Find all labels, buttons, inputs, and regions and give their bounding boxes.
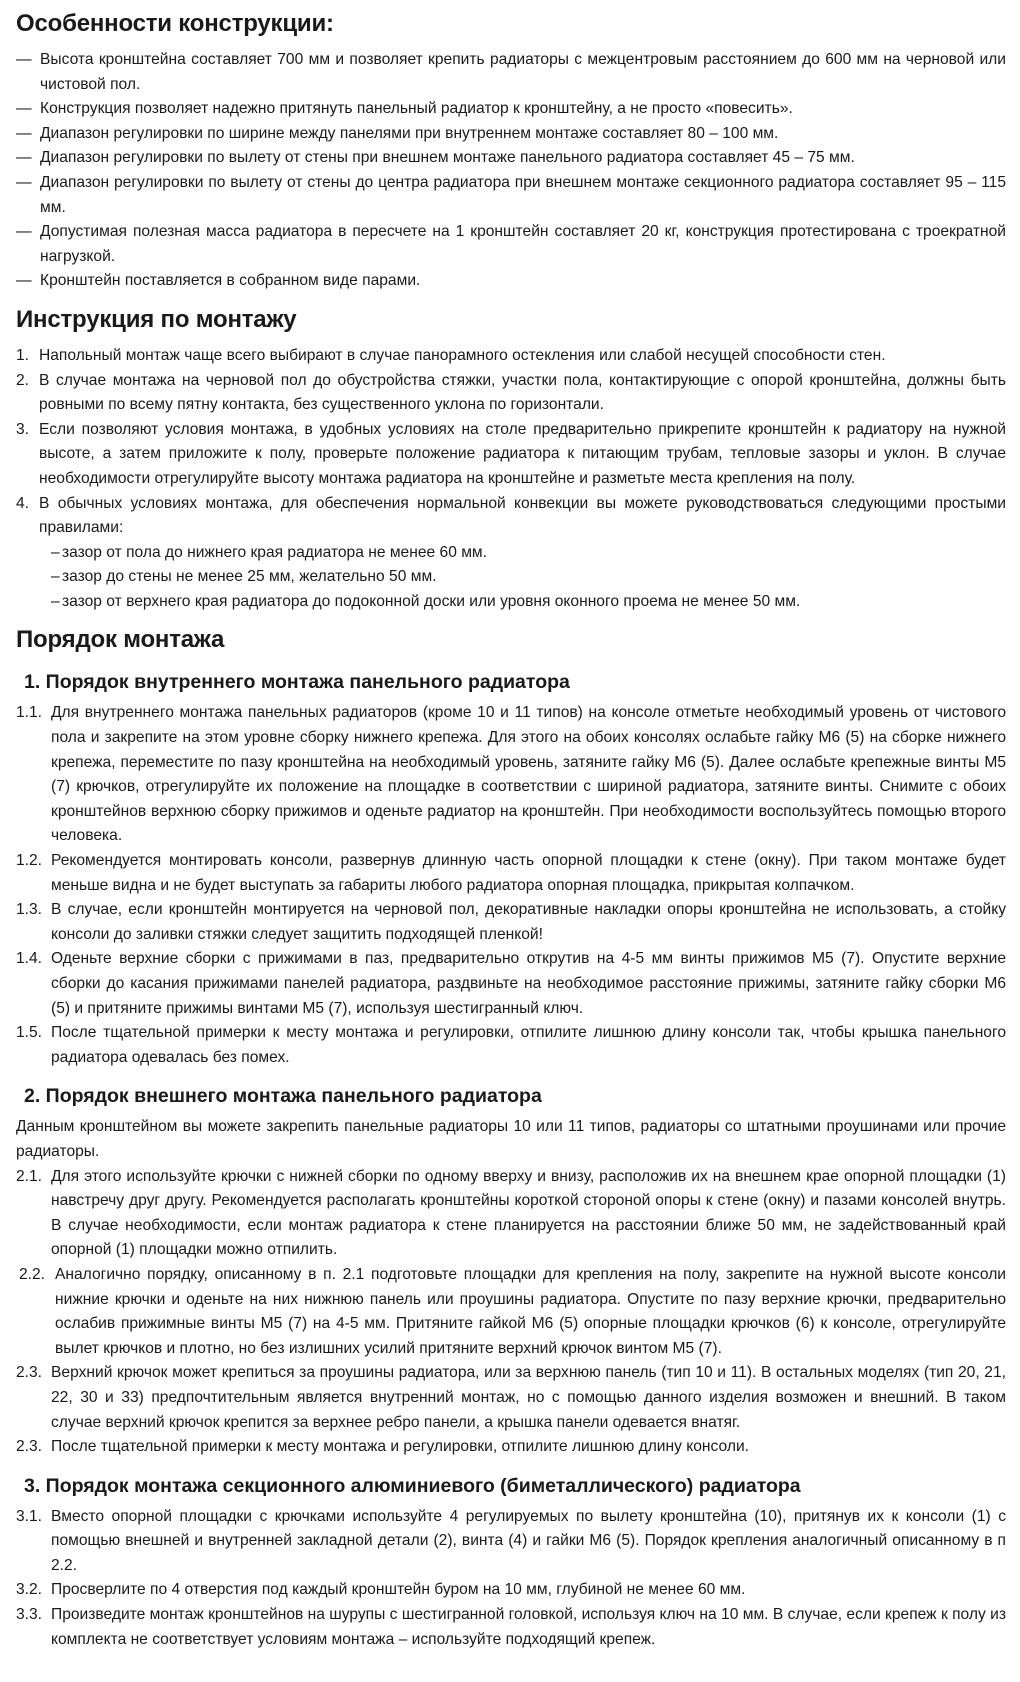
step-item [16,701,1006,849]
list-marker: — [16,149,32,167]
list-item-text: В случае монтажа на черновой пол до обустройства стяжки, участки пола, контактирующие с опорой кронштейна, должны быть ровными по всему пятну контакта, без существенного уклона по горизонтали. [39,371,1006,414]
step-item [16,898,1006,947]
list-item-text: Если позволяют условия монтажа, в удобных условиях на столе предварительно прикрепите кронштейн к радиатору на нужной высоте, а затем приложите к полу, проверьте положение радиатора к питающим трубам, тепловые зазоры и уклон. В случае необходимости отрегулируйте высоту монтажа радиатора на кронштейне и разметьте места крепления на полу. [39,420,1006,487]
list-marker: 4. [16,494,30,512]
step-item [16,1505,1006,1579]
step-number: 1.3. [16,901,43,919]
step-number: 2.3. [16,1438,43,1456]
list-item [16,369,1006,418]
step-number: 3.1. [16,1507,43,1525]
list-item-text: Диапазон регулировки по ширине между панелями при внутреннем монтаже составляет 80 – 100 мм. [40,124,779,142]
list-marker: 1. [16,346,30,364]
step-number: 3.2. [16,1581,43,1599]
step-number: 3.3. [16,1606,43,1624]
step-text: Для этого используйте крючки с нижней сборки по одному вверху и внизу, расположив их на внешнем крае опорной площадки (1) навстречу друг другу. Рекомендуется располагать кронштейны короткой стороной опоры к стене (окну) и пазами консолей внутрь. В случае необходимости, если монтаж радиатора к стене планируется на расстоянии ближе 50 мм, не задействованный край опорной (1) площадки можно отпилить. [51,1167,1006,1259]
step-item [16,1578,1006,1603]
list-marker: 2. [16,371,30,389]
list-item-text: зазор от верхнего края радиатора до подоконной доски или уровня оконного проема не менее 50 мм. [62,592,801,610]
step-text: После тщательной примерки к месту монтажа и регулировки, отпилите лишнюю длину консоли. [51,1438,749,1456]
step-item [16,1165,1006,1263]
list-item-text: зазор от пола до нижнего края радиатора не менее 60 мм. [62,543,487,561]
step-text: После тщательной примерки к месту монтажа и регулировки, отпилите лишнюю длину консоли так, чтобы крышка панельного радиатора одевалась без помех. [51,1024,1006,1066]
list-item-text: Допустимая полезная масса радиатора в пересчете на 1 кронштейн составляет 20 кг, конструкция протестирована с троекратной нагрузкой. [40,223,1006,265]
step-number: 2.2. [19,1265,46,1283]
list-item [16,344,1006,369]
step-text: Оденьте верхние сборки с прижимами в паз, предварительно открутив на 4-5 мм винты прижимов М5 (7). Опустите верхние сборки до касания прижимами панелей радиатора, раздвиньте на необходимое расстояние прижимы, затяните гайку сборки М6 (5) и притяните прижимы винтами М5 (7), используя шестигранный ключ. [51,950,1006,1017]
instructions-heading: Инструкция по монтажу [16,305,297,333]
list-item-text: Конструкция позволяет надежно притянуть панельный радиатор к кронштейну, а не просто «повесить». [40,100,793,118]
list-item-text: Кронштейн поставляется в собранном виде парами. [40,272,421,290]
section-title: 3. Порядок монтажа секционного алюминиевого (биметаллического) радиатора [24,1474,801,1497]
list-subitem [16,590,1006,615]
section-title: 2. Порядок внешнего монтажа панельного радиатора [24,1085,542,1108]
step-item [16,947,1006,1021]
list-item [16,269,1006,294]
list-marker: — [16,100,32,118]
list-item-text: Напольный монтаж чаще всего выбирают в случае панорамного остекления или слабой несущей способности стен. [39,346,886,364]
step-number: 1.1. [16,704,43,722]
list-subitem [16,565,1006,590]
step-text: Рекомендуется монтировать консоли, развернув длинную часть опорной площадки к стене (окну). При таком монтаже будет меньше видна и не будет выступать за габариты любого радиатора опорная площадка, прикрытая колпачком. [51,852,1006,894]
step-item [16,1603,1006,1652]
instructions-list [16,344,1006,615]
features-list [16,48,1006,294]
list-item-text: Диапазон регулировки по вылету от стены до центра радиатора при внешнем монтаже секционного радиатора составляет 95 – 115 мм. [40,173,1006,216]
list-marker: — [16,51,32,68]
list-item [16,492,1006,541]
list-marker: — [16,124,32,142]
list-subitem [16,541,1006,566]
step-text: Просверлите по 4 отверстия под каждый кронштейн буром на 10 мм, глубиной не менее 60 мм. [51,1581,746,1599]
order-heading: Порядок монтажа [16,626,225,654]
section-title: 1. Порядок внутреннего монтажа панельного радиатора [24,671,570,694]
list-item-text: зазор до стены не менее 25 мм, желательно 50 мм. [62,568,437,586]
list-marker: – [51,568,60,586]
list-item [16,220,1006,269]
step-number: 1.5. [16,1024,43,1042]
list-marker: — [16,272,32,290]
section-steps [16,1165,1006,1460]
step-item [16,849,1006,898]
list-item-text: Диапазон регулировки по вылету от стены при внешнем монтаже панельного радиатора составляет 45 – 75 мм. [40,149,855,167]
step-number: 2.1. [16,1167,43,1185]
step-text: В случае, если кронштейн монтируется на черновой пол, декоративные накладки опоры кронштейна не использовать, а стойку консоли до заливки стяжки следует защитить подходящей пленкой! [51,901,1006,943]
step-number: 1.2. [16,852,43,870]
list-marker: — [16,223,32,241]
section-steps [16,1505,1006,1653]
step-number: 2.3. [16,1364,43,1382]
list-item [16,97,1006,122]
step-text: Для внутреннего монтажа панельных радиаторов (кроме 10 и 11 типов) на консоле отметьте необходимый уровень от чистового пола и закрепите на этом уровне сборку нижнего крепежа. Для этого на обоих консолях ослабьте гайку М6 (5) на сборке нижнего крепежа, переместите по пазу кронштейна на необходимый уровень, затяните гайку М6 (5). Далее ослабьте крепежные винты М5 (7) крючков, отрегулируйте их положение на площадке в соответствии с шириной радиатора, затяните винты. Снимите с обоих кронштейнов верхнюю сборку прижимов и оденьте радиатор на кронштейн. При необходимости воспользуйтесь помощью второго человека. [51,704,1006,845]
list-marker: 3. [16,420,30,438]
list-item-text: В обычных условиях монтажа, для обеспечения нормальной конвекции вы можете руководствоваться следующими простыми правилами: [39,494,1006,537]
features-heading: Особенности конструкции: [16,10,334,37]
step-item [16,1263,1006,1361]
section-steps [16,701,1006,1070]
step-text: Аналогично порядку, описанному в п. 2.1 подготовьте площадки для крепления на полу, закрепите на нужной высоте консоли нижние крючки и оденьте на них нижнюю панель или проушины радиатора. Опустите по пазу верхние крючки, предварительно ослабив прижимные винты М5 (7) на 4-5 мм. Притяните гайкой М6 (5) опорные площадки крючков (6) к консоле, отрегулируйте вылет крючков и плотно, но без излишних усилий притяните верхний крючок винтом М5 (7). [55,1265,1006,1357]
list-marker: — [16,173,32,191]
list-item [16,171,1006,220]
list-item-text: Высота кронштейна составляет 700 мм и позволяет крепить радиаторы с межцентровым расстоянием до 600 мм на черновой или чистовой пол. [40,51,1006,93]
step-item [16,1021,1006,1070]
step-number: 1.4. [16,950,43,968]
list-marker: – [51,543,60,561]
step-item [16,1361,1006,1435]
list-item [16,48,1006,97]
list-item [16,122,1006,147]
step-text: Верхний крючок может крепиться за проушины радиатора, или за верхнюю панель (тип 10 и 11). В остальных моделях (тип 20, 21, 22, 30 и 33) предпочтительным является внутренний монтаж, но с помощью данного изделия возможен и внешний. В таком случае верхний крючок крепится за верхнее ребро панели, а крышка панели одевается внатяг. [51,1364,1006,1431]
list-marker: – [51,592,60,610]
step-text: Произведите монтаж кронштейнов на шурупы с шестигранной головкой, используя ключ на 10 мм. В случае, если крепеж к полу из комплекта не соответствует условиям монтажа – используйте подходящий крепеж. [51,1606,1006,1648]
list-item [16,146,1006,171]
section-intro: Данным кронштейном вы можете закрепить панельные радиаторы 10 или 11 типов, радиаторы со штатными проушинами или прочие радиаторы. [16,1118,1006,1160]
list-item [16,418,1006,492]
step-item [16,1435,1006,1460]
step-text: Вместо опорной площадки с крючками используйте 4 регулируемых по вылету кронштейна (10), притянув их к консоли (1) с помощью внешней и внутренней закладной детали (2), винта (4) и гайки М6 (5). Порядок крепления аналогичный описанному в п 2.2. [51,1507,1006,1574]
